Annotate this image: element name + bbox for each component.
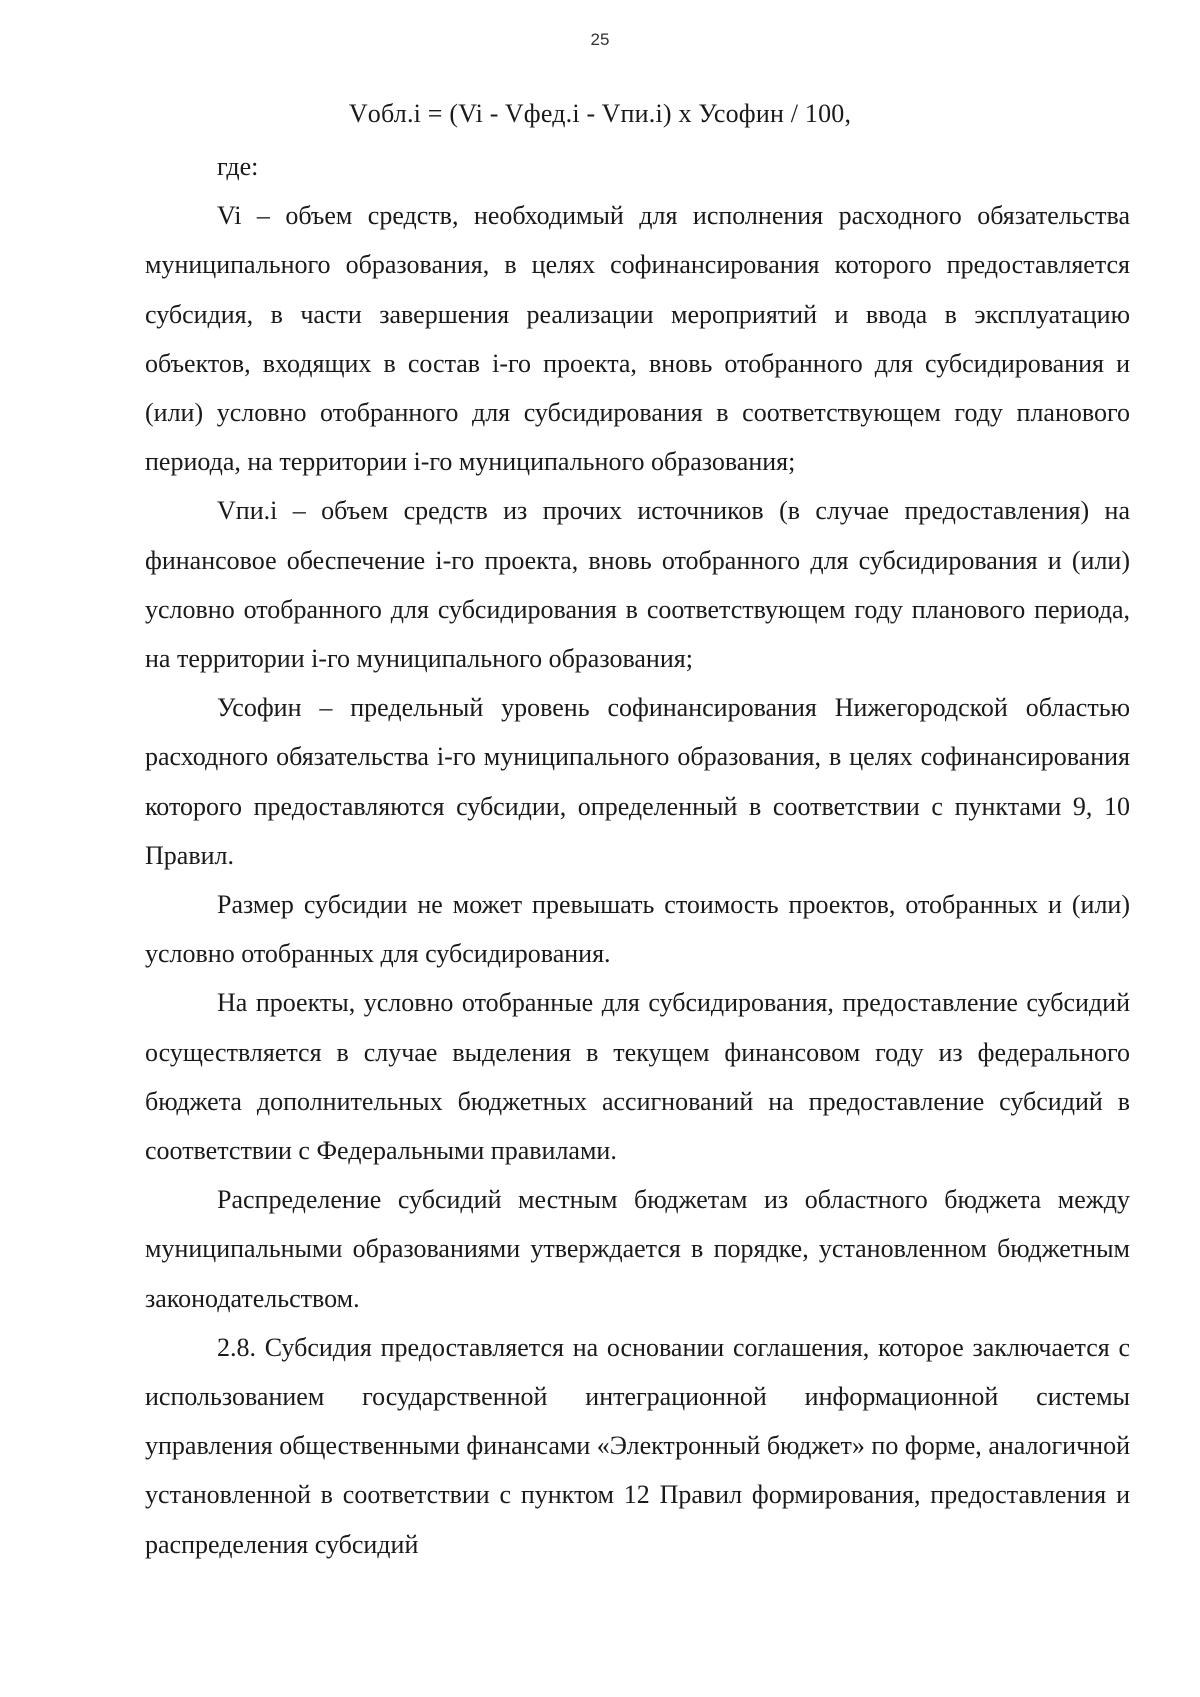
page-number: 25 (590, 30, 610, 49)
formula-line: Vобл.i = (Vi - Vфед.i - Vпи.i) x Усофин / 100, (348, 99, 852, 128)
paragraph-conditional-projects: На проекты, условно отобранные для субсидирования, предоставление субсидий осуществляется в случае выделения в текущем финансовом году из федерального бюджета дополнительных бюджетных ассигнований на предоставление субсидий в соответствии с Федеральными правилами. (145, 988, 1130, 1166)
paragraph-where: где: (217, 152, 259, 181)
paragraph-subsidy-limit: Размер субсидии не может превышать стоимость проектов, отобранных и (или) условно отобранных для субсидирования. (145, 890, 1130, 969)
paragraph-vpi-definition: Vпи.i – объем средств из прочих источников (в случае предоставления) на финансовое обеспечение i-го проекта, вновь отобранного для субсидирования и (или) условно отобранного для субсидирования в соответствующем году планового периода, на территории i-го муниципального образования; (145, 496, 1130, 674)
paragraph-distribution: Распределение субсидий местным бюджетам из областного бюджета между муниципальными образованиями утверждается в порядке, установленном бюджетным законодательством. (145, 1185, 1130, 1313)
body-text (145, 142, 1130, 1569)
paragraph-vi-definition: Vi – объем средств, необходимый для исполнения расходного обязательства муниципального образования, в целях софинансирования которого предоставляется субсидия, в части завершения реализации мероприятий и ввода в эксплуатацию объектов, входящих в состав i-го проекта, вновь отобранного для субсидирования и (или) условно отобранного для субсидирования в соответствующем году планового периода, на территории i-го муниципального образования; (145, 201, 1130, 477)
paragraph-usofin-definition: Усофин – предельный уровень софинансирования Нижегородской областью расходного обязательства i-го муниципального образования, в целях софинансирования которого предоставляются субсидии, определенный в соответствии с пунктами 9, 10 Правил. (145, 693, 1130, 870)
paragraph-section-2-8: 2.8. Субсидия предоставляется на основании соглашения, которое заключается с использованием государственной интеграционной информационной системы управления общественными финансами «Электронный бюджет» по форме, аналогичной установленной в соответствии с пунктом 12 Правил формирования, предоставления и распределения субсидий (145, 1332, 1130, 1559)
